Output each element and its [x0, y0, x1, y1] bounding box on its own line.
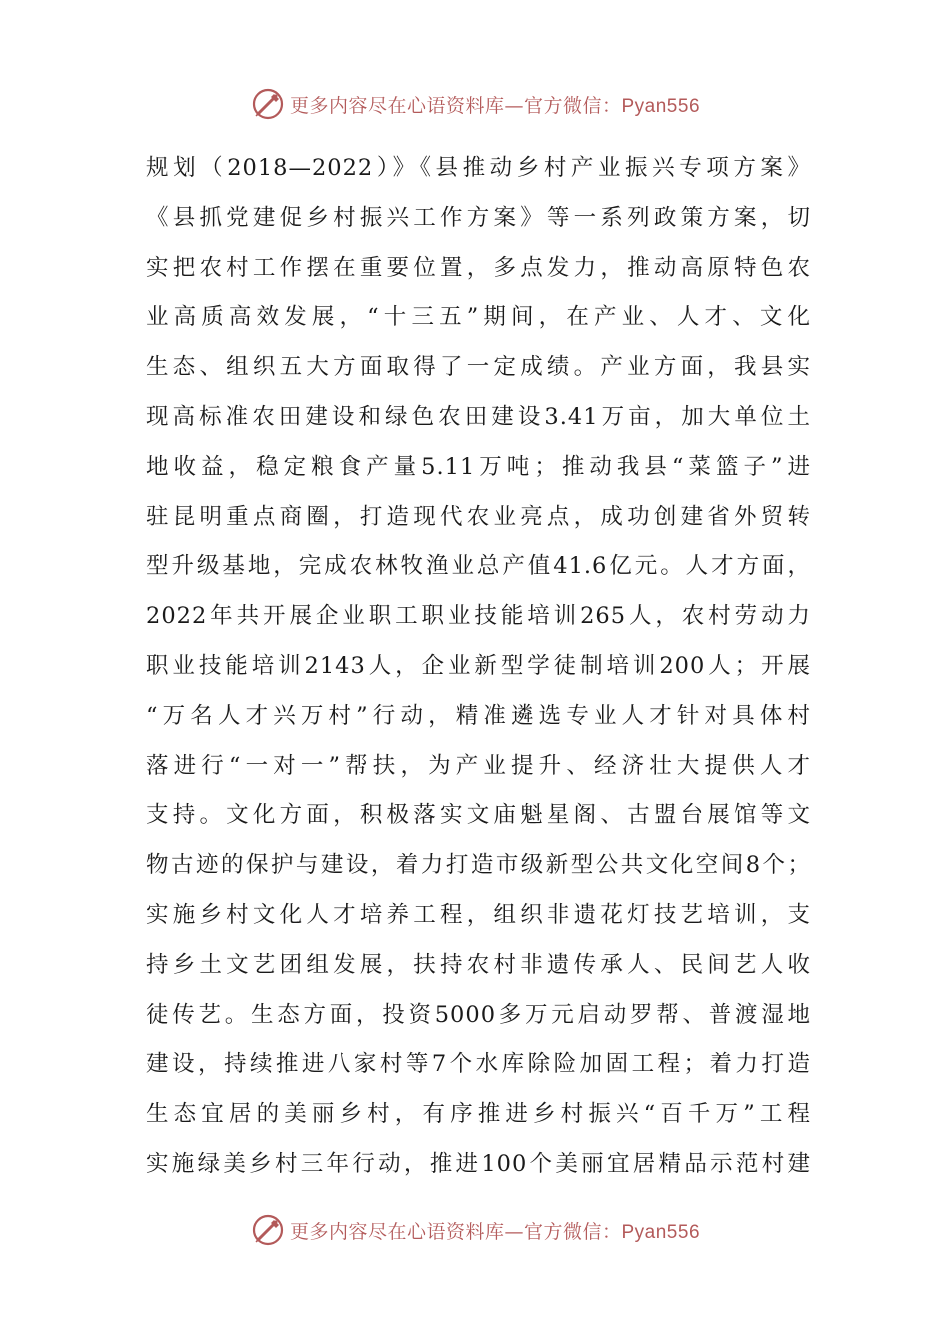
text-line: 徒传艺。生态方面，投资5000多万元启动罗帮、普渡湿地: [146, 1001, 811, 1028]
text-line: 生态宜居的美丽乡村，有序推进乡村振兴“百千万”工程: [146, 1101, 811, 1128]
header-watermark: [0, 82, 950, 126]
text-line: 地收益，稳定粮食产量5.11万吨；推动我县“菜篮子”进: [146, 453, 811, 480]
text-line: 持乡土文艺团组发展，扶持农村非遗传承人、民间艺人收: [146, 951, 811, 978]
text-line: 业高质高效发展，“十三五”期间，在产业、人才、文化: [146, 304, 811, 331]
watermark-text: 更多内容尽在心语资料库—官方微信：Pyan556: [289, 94, 701, 117]
text-line: 型升级基地，完成农林牧渔业总产值41.6亿元。人才方面，: [146, 553, 811, 580]
pen-logo-icon: [250, 86, 286, 122]
watermark-text: 更多内容尽在心语资料库—官方微信：Pyan556: [289, 1220, 701, 1243]
document-body: [146, 144, 811, 1190]
watermark-id: Pyan556: [621, 95, 701, 117]
text-line: 实施乡村文化人才培养工程，组织非遗花灯技艺培训，支: [146, 901, 811, 928]
pen-logo-icon: [250, 1212, 286, 1248]
text-line: 实把农村工作摆在重要位置，多点发力，推动高原特色农: [146, 254, 811, 281]
text-line: 物古迹的保护与建设，着力打造市级新型公共文化空间8个；: [146, 852, 811, 879]
text-line: 支持。文化方面，积极落实文庙魁星阁、古盟台展馆等文: [146, 802, 811, 829]
text-line: 职业技能培训2143人，企业新型学徒制培训200人；开展: [146, 652, 811, 679]
text-line: 生态、组织五大方面取得了一定成绩。产业方面，我县实: [146, 354, 811, 381]
text-line: 规划（2018—2022）》《县推动乡村产业振兴专项方案》: [146, 155, 811, 181]
text-line: 落进行“一对一”帮扶，为产业提升、经济壮大提供人才: [146, 752, 811, 779]
text-line: 现高标准农田建设和绿色农田建设3.41万亩，加大单位土: [146, 403, 811, 430]
text-line: 驻昆明重点商圈，打造现代农业亮点，成功创建省外贸转: [146, 503, 811, 530]
text-line: 建设，持续推进八家村等7个水库除险加固工程；着力打造: [146, 1051, 811, 1078]
text-line: 《县抓党建促乡村振兴工作方案》等一系列政策方案，切: [146, 204, 811, 231]
text-line: “万名人才兴万村”行动，精准遴选专业人才针对具体村: [146, 702, 811, 729]
text-line: 2022年共开展企业职工职业技能培训265人，农村劳动力: [146, 603, 811, 630]
footer-watermark: [0, 1208, 950, 1252]
watermark-id: Pyan556: [621, 1221, 701, 1243]
text-line: 实施绿美乡村三年行动，推进100个美丽宜居精品示范村建: [146, 1150, 811, 1177]
